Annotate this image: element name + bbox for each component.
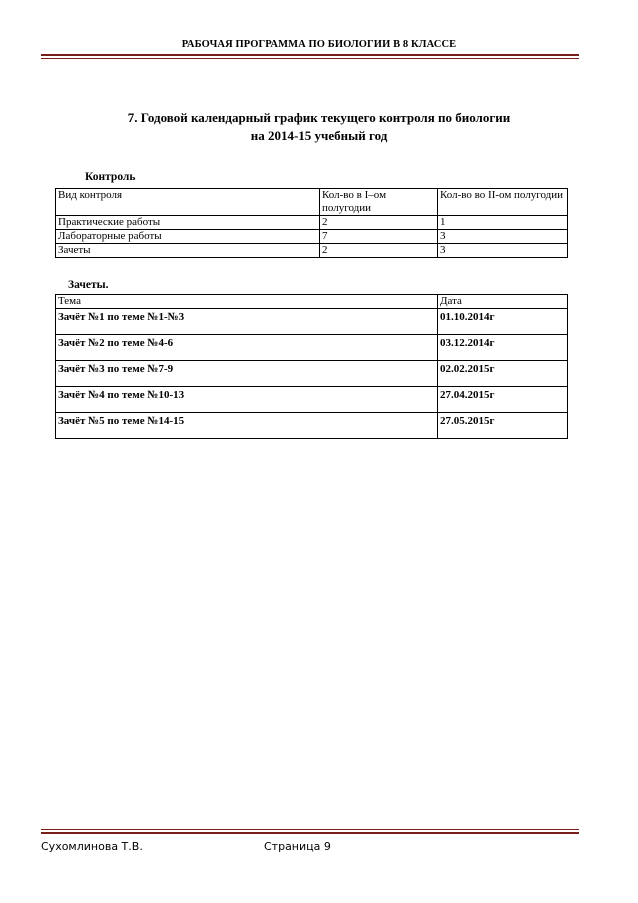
table-cell: 3	[438, 244, 568, 258]
control-table-header	[56, 189, 568, 216]
tests-table	[55, 294, 568, 439]
table-row	[56, 230, 568, 244]
header-cell: Дата	[438, 295, 568, 309]
table-cell: Практические работы	[56, 216, 320, 230]
footer-rule-thin	[41, 829, 579, 830]
header-cell: Кол-во во II-ом полугодии	[438, 189, 568, 216]
table-cell: 2	[320, 216, 438, 230]
control-label: Контроль	[85, 171, 136, 183]
tests-label: Зачеты.	[68, 279, 109, 291]
table-cell: 7	[320, 230, 438, 244]
footer-page-number: Страница 9	[264, 840, 331, 853]
section-title-line2: на 2014-15 учебный год	[250, 128, 388, 143]
table-cell: Зачёт №1 по теме №1-№3	[56, 309, 438, 335]
footer-author: Сухомлинова Т.В.	[41, 840, 143, 853]
section-title-line1: 7. Годовой календарный график текущего контроля по биологии	[127, 110, 511, 125]
table-cell: 01.10.2014г	[438, 309, 568, 335]
table-cell: Зачеты	[56, 244, 320, 258]
table-cell: 27.05.2015г	[438, 413, 568, 439]
header-cell: Кол-во в I–ом полугодии	[320, 189, 438, 216]
table-row	[56, 335, 568, 361]
table-cell: 3	[438, 230, 568, 244]
control-table	[55, 188, 568, 258]
table-cell: 02.02.2015г	[438, 361, 568, 387]
footer-rule	[41, 832, 579, 834]
section-title	[0, 109, 638, 145]
header-rule-thin	[41, 58, 579, 59]
header-cell: Вид контроля	[56, 189, 320, 216]
tests-table-header	[56, 295, 568, 309]
table-row	[56, 361, 568, 387]
table-cell: 03.12.2014г	[438, 335, 568, 361]
table-cell: 2	[320, 244, 438, 258]
table-cell: 1	[438, 216, 568, 230]
table-row	[56, 413, 568, 439]
header-rule	[41, 54, 579, 56]
table-cell: Зачёт №3 по теме №7-9	[56, 361, 438, 387]
table-cell: Зачёт №4 по теме №10-13	[56, 387, 438, 413]
table-row	[56, 387, 568, 413]
table-cell: Зачёт №2 по теме №4-6	[56, 335, 438, 361]
table-cell: 27.04.2015г	[438, 387, 568, 413]
header-cell: Тема	[56, 295, 438, 309]
table-cell: Лабораторные работы	[56, 230, 320, 244]
table-row	[56, 309, 568, 335]
table-row	[56, 216, 568, 230]
table-row	[56, 244, 568, 258]
page-header-title: РАБОЧАЯ ПРОГРАММА ПО БИОЛОГИИ В 8 КЛАССЕ	[181, 39, 457, 50]
table-cell: Зачёт №5 по теме №14-15	[56, 413, 438, 439]
